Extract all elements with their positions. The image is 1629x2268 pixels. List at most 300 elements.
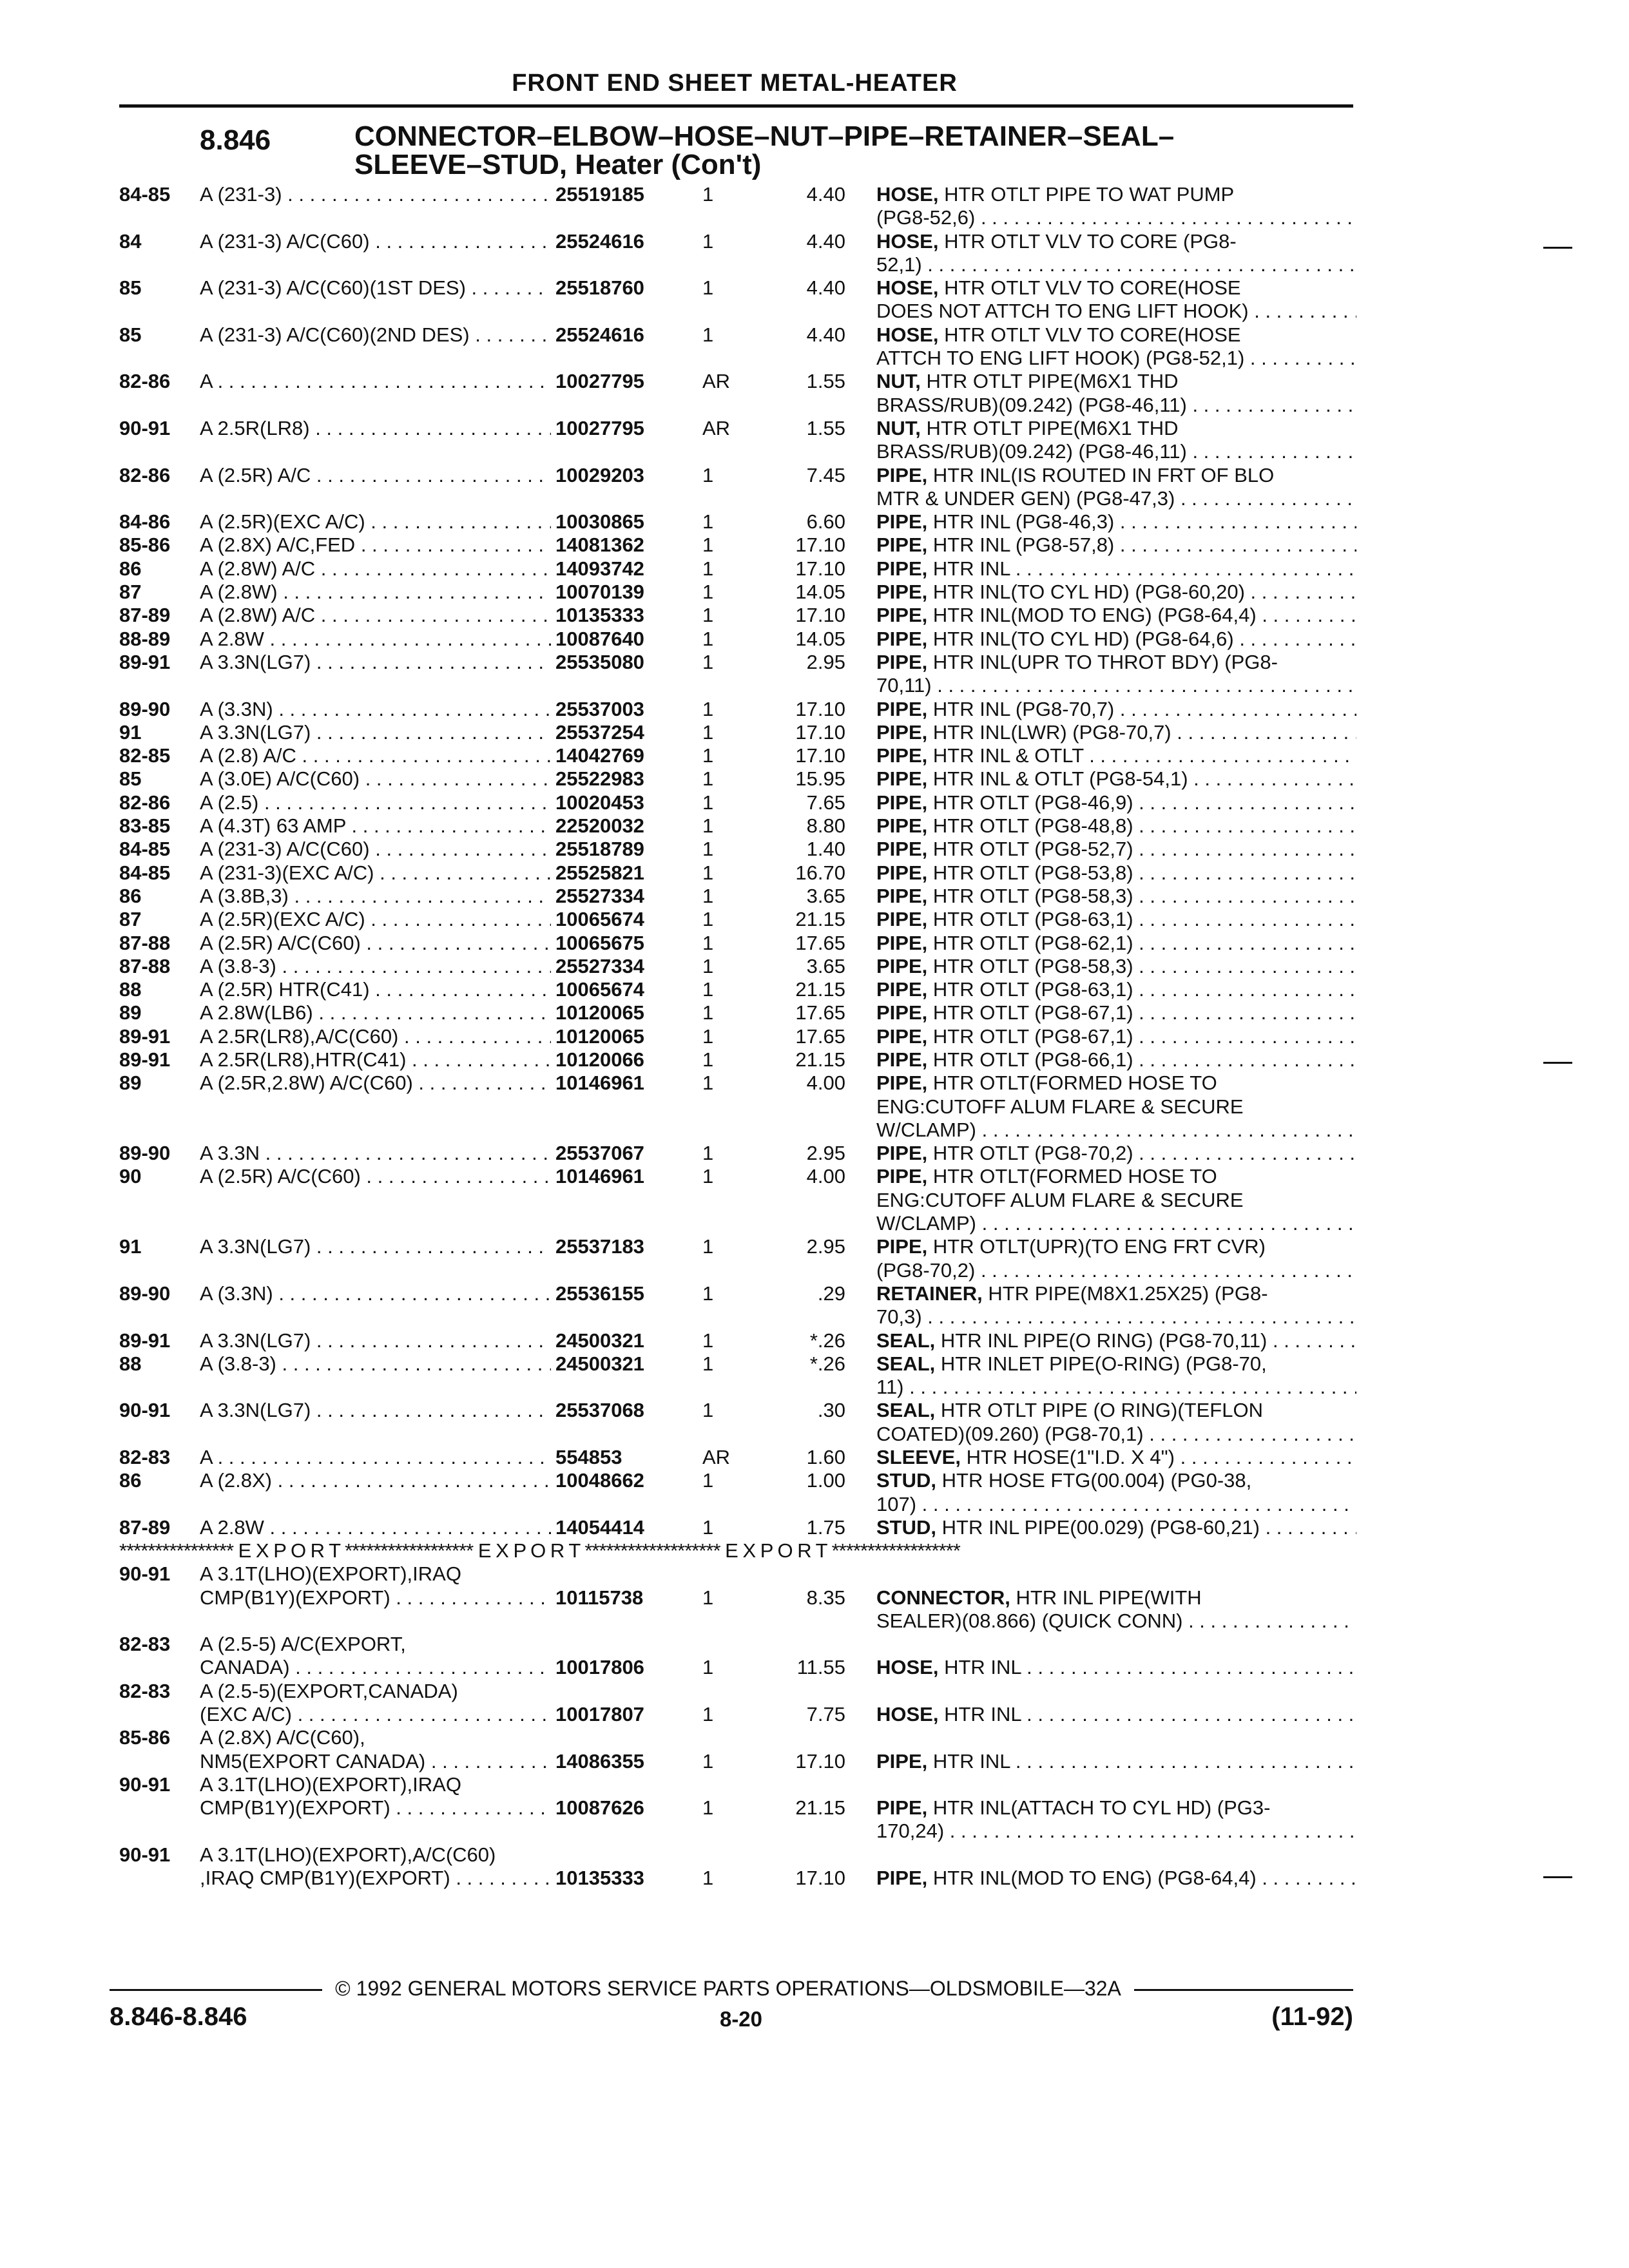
row-application bbox=[200, 1726, 551, 1773]
description-text: ENG:CUTOFF ALUM FLARE & SECURE bbox=[876, 1188, 1244, 1211]
row-application bbox=[200, 744, 551, 767]
description-text: HTR INLET PIPE(O-RING) (PG8-70, bbox=[940, 1352, 1267, 1375]
row-application bbox=[200, 370, 551, 393]
part-name: PIPE, bbox=[876, 978, 928, 1001]
description-text: HTR OTLT (PG8-52,7) bbox=[932, 838, 1133, 861]
application-line bbox=[200, 533, 551, 557]
part-name: CONNECTOR, bbox=[876, 1586, 1010, 1609]
table-row bbox=[0, 1235, 1629, 1282]
description-text: HTR OTLT (PG8-66,1) bbox=[932, 1048, 1133, 1071]
row-part-number: 10070139 bbox=[555, 581, 644, 604]
description-text: HTR OTLT PIPE(M6X1 THD bbox=[926, 370, 1179, 393]
footer-rule-right bbox=[1134, 1989, 1353, 1991]
row-part-number: 10065674 bbox=[555, 908, 644, 931]
row-description bbox=[876, 464, 1356, 511]
description-line bbox=[876, 814, 1356, 838]
row-quantity: 1 bbox=[702, 1001, 714, 1024]
part-name: PIPE, bbox=[876, 720, 928, 744]
row-description bbox=[876, 1329, 1356, 1352]
row-description bbox=[876, 838, 1356, 861]
description-line bbox=[876, 1703, 1356, 1726]
description-text: HTR INL (PG8-70,7) bbox=[932, 697, 1115, 720]
description-text: HTR OTLT(FORMED HOSE TO bbox=[932, 1165, 1217, 1188]
row-application bbox=[200, 557, 551, 581]
row-description bbox=[876, 908, 1356, 931]
margin-mark bbox=[1543, 1062, 1572, 1064]
application-line bbox=[200, 1165, 551, 1188]
description-text: HTR INL(MOD TO ENG) (PG8-64,4) bbox=[932, 604, 1257, 627]
row-quantity: 1 bbox=[702, 1142, 714, 1165]
part-name: HOSE, bbox=[876, 1656, 939, 1679]
row-years: 91 bbox=[119, 720, 142, 744]
description-text: HTR OTLT (PG8-58,3) bbox=[932, 884, 1133, 907]
part-name: PIPE, bbox=[876, 650, 928, 673]
part-name: PIPE, bbox=[876, 931, 928, 954]
description-line bbox=[876, 791, 1356, 814]
application-line bbox=[200, 1142, 551, 1165]
row-years: 82-86 bbox=[119, 791, 171, 814]
table-row bbox=[0, 932, 1629, 955]
part-name: PIPE, bbox=[876, 557, 928, 580]
description-line bbox=[876, 1189, 1356, 1212]
description-line bbox=[876, 1235, 1356, 1258]
description-text: 52,1) bbox=[876, 253, 922, 276]
table-row bbox=[0, 1048, 1629, 1072]
description-text: HTR OTLT (PG8-48,8) bbox=[932, 814, 1133, 838]
application-text: A 2.5R(LR8),A/C(C60) bbox=[200, 1024, 399, 1048]
description-line bbox=[876, 885, 1356, 908]
table-row bbox=[0, 1633, 1629, 1680]
description-text: ATTCH TO ENG LIFT HOOK) (PG8-52,1) bbox=[876, 347, 1245, 370]
margin-mark bbox=[1543, 1876, 1572, 1878]
application-line bbox=[200, 978, 551, 1001]
row-application bbox=[200, 791, 551, 814]
part-name: PIPE, bbox=[876, 767, 928, 791]
application-text: A (231-3) A/C(C60)(1ST DES) bbox=[200, 276, 466, 300]
description-line bbox=[876, 932, 1356, 955]
description-text: HTR OTLT (PG8-58,3) bbox=[932, 954, 1133, 977]
row-price: 11.55 bbox=[796, 1656, 845, 1679]
row-description bbox=[876, 651, 1356, 698]
row-part-number: 25535080 bbox=[555, 650, 644, 673]
description-line bbox=[876, 1516, 1356, 1539]
row-years: 84-85 bbox=[119, 861, 171, 884]
part-name: PIPE, bbox=[876, 1001, 928, 1024]
application-line bbox=[200, 1750, 551, 1773]
row-price: 21.15 bbox=[795, 978, 845, 1001]
application-line bbox=[200, 1796, 551, 1820]
application-text: A bbox=[200, 370, 212, 393]
application-text: A (231-3) A/C(C60) bbox=[200, 229, 370, 253]
part-name: RETAINER, bbox=[876, 1282, 983, 1305]
application-text: A (2.5R) HTR(C41) bbox=[200, 978, 370, 1001]
row-description bbox=[876, 1025, 1356, 1048]
description-text: COATED)(09.260) (PG8-70,1) bbox=[876, 1422, 1144, 1445]
row-application bbox=[200, 1843, 551, 1890]
description-text: HTR INL bbox=[944, 1703, 1021, 1725]
part-name: PIPE, bbox=[876, 744, 928, 767]
table-row bbox=[0, 978, 1629, 1001]
row-quantity: 1 bbox=[702, 533, 714, 557]
row-application bbox=[200, 1072, 551, 1095]
description-text: HTR INL(ATTACH TO CYL HD) (PG3- bbox=[932, 1796, 1271, 1820]
application-line bbox=[200, 651, 551, 674]
application-text: A (2.5R,2.8W) A/C(C60) bbox=[200, 1072, 413, 1095]
row-application bbox=[200, 908, 551, 931]
application-text: A (2.8X) A/C(C60), bbox=[200, 1726, 365, 1749]
description-text: 70,3) bbox=[876, 1305, 922, 1329]
row-application bbox=[200, 1025, 551, 1048]
row-years: 89 bbox=[119, 1001, 142, 1024]
row-description bbox=[876, 1142, 1356, 1165]
export-divider-text: **************** E X P O R T ****************** E X P O R T ******************* E X P O R T ****************** bbox=[119, 1539, 960, 1562]
page-title: FRONT END SHEET METAL-HEATER bbox=[512, 70, 958, 97]
description-text: W/CLAMP) bbox=[876, 1212, 976, 1235]
row-years: 89-91 bbox=[119, 1048, 171, 1071]
part-name: PIPE, bbox=[876, 954, 928, 977]
row-quantity: 1 bbox=[702, 463, 714, 486]
row-years: 89-91 bbox=[119, 1329, 171, 1352]
application-line bbox=[200, 885, 551, 908]
row-years: 84-85 bbox=[119, 838, 171, 861]
row-part-number: 10048662 bbox=[555, 1469, 644, 1492]
row-application bbox=[200, 581, 551, 604]
row-years: 86 bbox=[119, 884, 142, 907]
row-part-number: 554853 bbox=[555, 1446, 622, 1469]
application-line bbox=[200, 1867, 551, 1890]
row-application bbox=[200, 604, 551, 627]
description-line bbox=[876, 1750, 1356, 1773]
row-price: 17.10 bbox=[795, 697, 845, 720]
row-description bbox=[876, 1048, 1356, 1072]
row-quantity: AR bbox=[702, 1446, 731, 1469]
application-line bbox=[200, 230, 551, 253]
row-years: 91 bbox=[119, 1235, 142, 1258]
export-divider bbox=[0, 1539, 1629, 1562]
application-text: ,IRAQ CMP(B1Y)(EXPORT) bbox=[200, 1867, 450, 1890]
table-row bbox=[0, 1773, 1629, 1843]
row-quantity: 1 bbox=[702, 1867, 714, 1890]
row-price: *.26 bbox=[809, 1329, 845, 1352]
table-row bbox=[0, 417, 1629, 464]
application-text: A 2.5R(LR8),HTR(C41) bbox=[200, 1048, 407, 1071]
part-name: PIPE, bbox=[876, 1024, 928, 1048]
row-application bbox=[200, 838, 551, 861]
row-application bbox=[200, 955, 551, 978]
row-application bbox=[200, 417, 551, 440]
application-line bbox=[200, 628, 551, 651]
description-text: BRASS/RUB)(09.242) (PG8-46,11) bbox=[876, 440, 1187, 463]
row-price: 17.65 bbox=[795, 1024, 845, 1048]
row-quantity: 1 bbox=[702, 1352, 714, 1375]
part-name: STUD, bbox=[876, 1469, 936, 1492]
description-line bbox=[876, 908, 1356, 931]
row-part-number: 10027795 bbox=[555, 416, 644, 439]
row-part-number: 10030865 bbox=[555, 510, 644, 533]
application-line bbox=[200, 744, 551, 767]
part-name: SEAL, bbox=[876, 1352, 936, 1375]
row-price: 17.10 bbox=[795, 604, 845, 627]
table-row bbox=[0, 1072, 1629, 1142]
row-price: 3.65 bbox=[806, 954, 845, 977]
row-part-number: 10087626 bbox=[555, 1796, 644, 1820]
description-line bbox=[876, 323, 1356, 347]
row-price: 1.40 bbox=[806, 838, 845, 861]
row-quantity: 1 bbox=[702, 861, 714, 884]
row-years: 88-89 bbox=[119, 627, 171, 650]
part-name: PIPE, bbox=[876, 814, 928, 838]
row-application bbox=[200, 1680, 551, 1727]
row-description bbox=[876, 533, 1356, 557]
description-line bbox=[876, 1048, 1356, 1072]
row-application bbox=[200, 183, 551, 206]
description-text: HTR OTLT (PG8-46,9) bbox=[932, 791, 1133, 814]
description-text: (PG8-70,2) bbox=[876, 1258, 976, 1282]
row-application bbox=[200, 323, 551, 347]
application-text: A (2.5R)(EXC A/C) bbox=[200, 908, 365, 931]
row-application bbox=[200, 1001, 551, 1024]
row-description bbox=[876, 581, 1356, 604]
description-text: HTR INL PIPE(00.029) (PG8-60,21) bbox=[941, 1515, 1260, 1539]
description-line bbox=[876, 861, 1356, 885]
application-line bbox=[200, 1726, 551, 1749]
table-row bbox=[0, 230, 1629, 277]
row-part-number: 10146961 bbox=[555, 1072, 644, 1095]
description-text: HTR OTLT (PG8-63,1) bbox=[932, 908, 1133, 931]
description-line bbox=[876, 1423, 1356, 1446]
application-text: CMP(B1Y)(EXPORT) bbox=[200, 1586, 390, 1609]
row-application bbox=[200, 1048, 551, 1072]
description-text: ENG:CUTOFF ALUM FLARE & SECURE bbox=[876, 1095, 1244, 1118]
application-line bbox=[200, 1235, 551, 1258]
row-application bbox=[200, 1329, 551, 1352]
row-part-number: 25525821 bbox=[555, 861, 644, 884]
margin-mark bbox=[1543, 247, 1572, 249]
description-line bbox=[876, 955, 1356, 978]
description-line bbox=[876, 1376, 1356, 1399]
description-line bbox=[876, 721, 1356, 744]
part-name: PIPE, bbox=[876, 581, 928, 604]
description-line bbox=[876, 978, 1356, 1001]
table-row bbox=[0, 533, 1629, 557]
row-part-number: 14086355 bbox=[555, 1749, 644, 1773]
row-quantity: 1 bbox=[702, 604, 714, 627]
application-line bbox=[200, 1843, 551, 1867]
row-application bbox=[200, 721, 551, 744]
row-application bbox=[200, 1516, 551, 1539]
table-row bbox=[0, 581, 1629, 604]
row-part-number: 25537003 bbox=[555, 697, 644, 720]
application-text: A (231-3)(EXC A/C) bbox=[200, 861, 374, 884]
row-price: 21.15 bbox=[795, 1796, 845, 1820]
row-price: 1.55 bbox=[806, 416, 845, 439]
description-line bbox=[876, 1446, 1356, 1469]
footer-copyright: © 1992 GENERAL MOTORS SERVICE PARTS OPERATIONS—OLDSMOBILE—32A bbox=[335, 1977, 1121, 2000]
row-years: 83-85 bbox=[119, 814, 171, 838]
row-description bbox=[876, 1469, 1356, 1516]
description-line bbox=[876, 557, 1356, 581]
table-row bbox=[0, 955, 1629, 978]
row-price: 2.95 bbox=[806, 650, 845, 673]
table-row bbox=[0, 1329, 1629, 1352]
row-description bbox=[876, 814, 1356, 838]
description-text: HTR INL(IS ROUTED IN FRT OF BLO bbox=[932, 463, 1275, 486]
row-price: 17.10 bbox=[795, 1749, 845, 1773]
application-text: A 2.8W bbox=[200, 627, 264, 650]
description-text: HTR OTLT PIPE(M6X1 THD bbox=[926, 416, 1179, 439]
row-years: 84 bbox=[119, 229, 142, 253]
table-row bbox=[0, 604, 1629, 627]
application-line bbox=[200, 932, 551, 955]
table-row bbox=[0, 698, 1629, 721]
description-line bbox=[876, 206, 1356, 229]
row-years: 89-90 bbox=[119, 1142, 171, 1165]
description-text: HTR INL(MOD TO ENG) (PG8-64,4) bbox=[932, 1867, 1257, 1890]
part-name: PIPE, bbox=[876, 463, 928, 486]
row-part-number: 25527334 bbox=[555, 884, 644, 907]
row-application bbox=[200, 276, 551, 300]
description-line bbox=[876, 628, 1356, 651]
row-quantity: 1 bbox=[702, 1586, 714, 1609]
row-description bbox=[876, 885, 1356, 908]
table-row bbox=[0, 1282, 1629, 1329]
part-name: PIPE, bbox=[876, 1235, 928, 1258]
application-text: A 3.3N(LG7) bbox=[200, 1235, 311, 1258]
table-row bbox=[0, 510, 1629, 533]
application-text: A (3.3N) bbox=[200, 697, 273, 720]
application-line bbox=[200, 1469, 551, 1492]
row-description bbox=[876, 276, 1356, 323]
row-price: 17.10 bbox=[795, 720, 845, 744]
part-name: SEAL, bbox=[876, 1329, 936, 1352]
table-row bbox=[0, 814, 1629, 838]
row-years: 85 bbox=[119, 767, 142, 791]
description-line bbox=[876, 838, 1356, 861]
row-quantity: 1 bbox=[702, 1165, 714, 1188]
footer-section-range: 8.846-8.846 bbox=[110, 2003, 247, 2031]
section-title-line2: SLEEVE–STUD, Heater (Con't) bbox=[354, 149, 762, 180]
row-price: 21.15 bbox=[795, 1048, 845, 1071]
description-text: HTR OTLT (PG8-67,1) bbox=[932, 1024, 1133, 1048]
row-quantity: 1 bbox=[702, 1515, 714, 1539]
application-text: A 3.3N bbox=[200, 1142, 260, 1165]
row-quantity: 1 bbox=[702, 838, 714, 861]
row-price: 1.60 bbox=[806, 1446, 845, 1469]
row-price: 4.40 bbox=[806, 323, 845, 346]
row-part-number: 24500321 bbox=[555, 1329, 644, 1352]
application-line bbox=[200, 1352, 551, 1376]
description-text: HTR INL(TO CYL HD) (PG8-64,6) bbox=[932, 627, 1234, 650]
description-line bbox=[876, 1329, 1356, 1352]
row-price: 17.10 bbox=[795, 1867, 845, 1890]
table-row bbox=[0, 1469, 1629, 1516]
row-quantity: 1 bbox=[702, 978, 714, 1001]
row-price: 17.65 bbox=[795, 931, 845, 954]
row-years: 82-85 bbox=[119, 744, 171, 767]
row-price: 2.95 bbox=[806, 1235, 845, 1258]
table-row bbox=[0, 1001, 1629, 1024]
row-part-number: 10120065 bbox=[555, 1024, 644, 1048]
row-price: 7.75 bbox=[806, 1703, 845, 1725]
application-line bbox=[200, 323, 551, 347]
row-part-number: 22520032 bbox=[555, 814, 644, 838]
row-price: 17.10 bbox=[795, 557, 845, 580]
row-years: 85 bbox=[119, 276, 142, 300]
row-application bbox=[200, 1165, 551, 1188]
application-line bbox=[200, 1001, 551, 1024]
table-row bbox=[0, 1025, 1629, 1048]
row-part-number: 25519185 bbox=[555, 183, 644, 206]
row-quantity: 1 bbox=[702, 814, 714, 838]
header-rule bbox=[119, 104, 1353, 108]
application-line bbox=[200, 1586, 551, 1610]
application-text: A 3.3N(LG7) bbox=[200, 1399, 311, 1422]
row-price: .30 bbox=[817, 1399, 845, 1422]
row-years: 89-91 bbox=[119, 650, 171, 673]
row-quantity: 1 bbox=[702, 908, 714, 931]
row-price: 17.10 bbox=[795, 744, 845, 767]
application-text: A 2.5R(LR8) bbox=[200, 416, 310, 439]
application-text: A (2.5R) A/C(C60) bbox=[200, 1165, 361, 1188]
application-text: A (2.8X) A/C,FED bbox=[200, 533, 356, 557]
row-years: 82-83 bbox=[119, 1446, 171, 1469]
description-text: HTR OTLT(UPR)(TO ENG FRT CVR) bbox=[932, 1235, 1266, 1258]
description-line bbox=[876, 1493, 1356, 1516]
application-line bbox=[200, 1446, 551, 1469]
row-price: 6.60 bbox=[806, 510, 845, 533]
part-name: PIPE, bbox=[876, 861, 928, 884]
row-description bbox=[876, 510, 1356, 533]
row-description bbox=[876, 978, 1356, 1001]
description-line bbox=[876, 1142, 1356, 1165]
application-line bbox=[200, 955, 551, 978]
description-text: HTR INL (PG8-46,3) bbox=[932, 510, 1115, 533]
row-quantity: 1 bbox=[702, 1703, 714, 1725]
description-text: 170,24) bbox=[876, 1820, 945, 1843]
row-application bbox=[200, 651, 551, 674]
row-description bbox=[876, 183, 1356, 230]
part-name: PIPE, bbox=[876, 604, 928, 627]
application-text: A (2.8W) bbox=[200, 581, 278, 604]
row-years: 85-86 bbox=[119, 533, 171, 557]
part-name: PIPE, bbox=[876, 1749, 928, 1773]
table-row bbox=[0, 1142, 1629, 1165]
application-text: A (2.5R) A/C(C60) bbox=[200, 931, 361, 954]
row-part-number: 25536155 bbox=[555, 1282, 644, 1305]
table-row bbox=[0, 370, 1629, 417]
row-years: 82-86 bbox=[119, 463, 171, 486]
row-quantity: 1 bbox=[702, 510, 714, 533]
row-quantity: 1 bbox=[702, 1749, 714, 1773]
row-quantity: 1 bbox=[702, 931, 714, 954]
row-part-number: 24500321 bbox=[555, 1352, 644, 1375]
description-text: HTR INL (PG8-57,8) bbox=[932, 533, 1115, 557]
row-description bbox=[876, 1656, 1356, 1679]
description-line bbox=[876, 1072, 1356, 1095]
row-description bbox=[876, 721, 1356, 744]
application-text: (EXC A/C) bbox=[200, 1703, 292, 1725]
application-line bbox=[200, 604, 551, 627]
row-years: 87-88 bbox=[119, 931, 171, 954]
table-row bbox=[0, 464, 1629, 511]
part-name: PIPE, bbox=[876, 697, 928, 720]
application-line bbox=[200, 698, 551, 721]
section-number: 8.846 bbox=[200, 124, 271, 156]
table-row bbox=[0, 721, 1629, 744]
row-description bbox=[876, 1516, 1356, 1539]
table-row bbox=[0, 557, 1629, 581]
row-years: 89 bbox=[119, 1072, 142, 1095]
